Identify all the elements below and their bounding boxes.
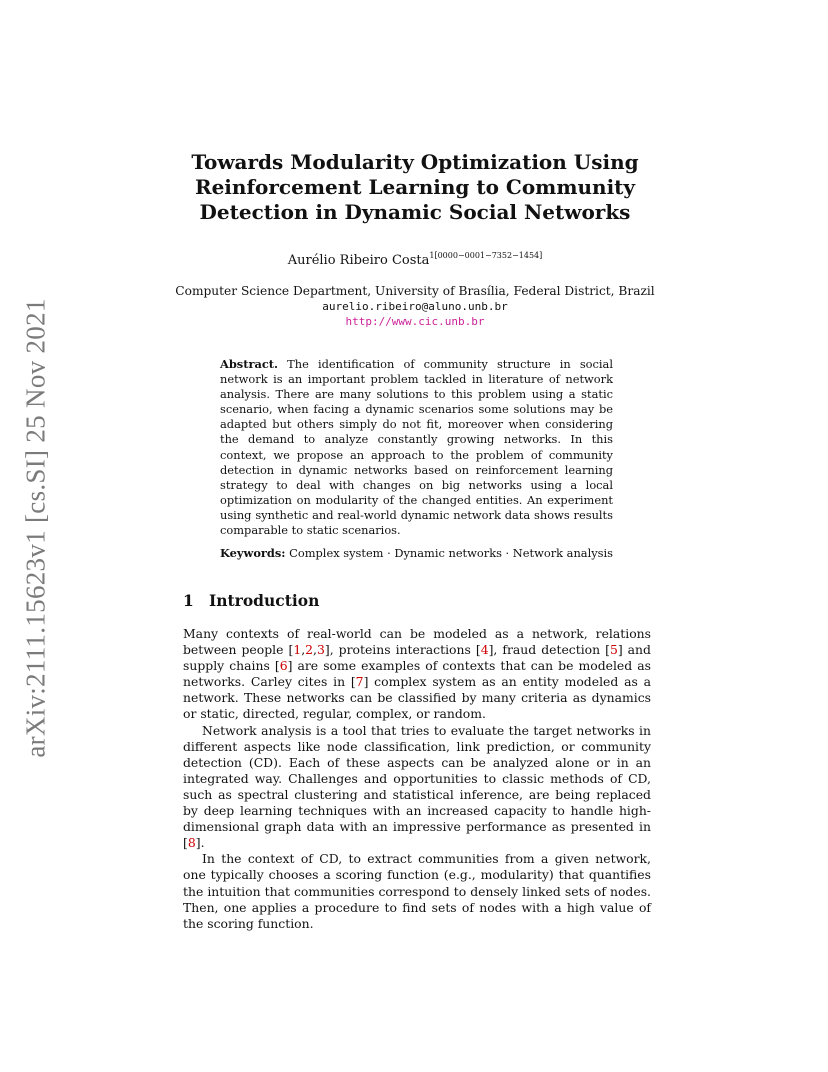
paragraph-1-text: ] complex system as an entity modeled as a network. These networks can be classified by many criteria as dynamics or static, directed, regular, complex, or random. <box>183 674 651 722</box>
section-heading-introduction <box>183 591 319 610</box>
citation-link[interactable]: 6 <box>279 658 288 674</box>
author-orcid: 1[0000−0001−7352−1454] <box>429 251 543 260</box>
paragraph-2-text: Network analysis is a tool that tries to evaluate the target networks in different aspects like node classification, link prediction, or community detection (CD). Each of these aspects can be analyzed alone or in an integrated way. Challenges and opportunities to classic methods of CD, such as spectral clustering and statistical inference, are being replaced by deep learning techniques with an increased capacity to handle high-dimensional graph data with an impressive performance as presented in [ <box>183 722 651 851</box>
keywords-label: Keywords: <box>220 546 286 560</box>
affiliation-department: Computer Science Department, University of Brasília, Federal District, Brazil <box>175 284 655 298</box>
paper-title <box>160 150 670 225</box>
paragraph-1-text: ] and supply chains [ <box>183 642 651 674</box>
citation-link[interactable]: 8 <box>187 835 196 851</box>
paragraph-1-text: ], proteins interactions [ <box>324 642 481 658</box>
citation-link[interactable]: 2 <box>305 642 314 658</box>
abstract-text: The identification of community structure in social network is an important problem tackled in literature of network analysis. There are many solutions to this problem using a static scenario, when facing a dynamic scenarios some solutions may be adapted but others simply do not fit, moreover when considering the demand to analyze constantly growing networks. In this context, we propose an approach to the problem of community detection in dynamic networks based on reinforcement learning strategy to deal with changes on big networks using a local optimization on modularity of the changed entities. An experiment using synthetic and real-world dynamic network data shows results comparable to static scenarios. <box>220 357 613 538</box>
paragraph-1-text: ], fraud detection [ <box>488 642 610 658</box>
introduction-body <box>183 626 651 932</box>
citation-link[interactable]: 4 <box>480 642 489 658</box>
author-name: Aurélio Ribeiro Costa <box>287 253 430 268</box>
paragraph-1 <box>183 626 651 723</box>
title-line-3: Detection in Dynamic Social Networks <box>199 200 631 224</box>
section-title: Introduction <box>209 591 320 610</box>
arxiv-identifier-stamp <box>12 295 60 760</box>
paragraph-2-text: ]. <box>195 835 205 851</box>
section-number: 1 <box>183 591 194 610</box>
abstract-label: Abstract. <box>220 357 279 371</box>
affiliation-block <box>160 284 670 329</box>
title-line-1: Towards Modularity Optimization Using <box>191 150 639 174</box>
citation-link[interactable]: 3 <box>317 642 325 658</box>
author-line <box>160 251 670 268</box>
citation-separator: , <box>313 642 317 658</box>
paragraph-3: In the context of CD, to extract communities from a given network, one typically chooses a scoring function (e.g., modularity) that quantifies the intuition that communities correspond to densely linked sets of nodes. Then, one applies a procedure to find sets of nodes with a high value of the scoring function. <box>183 851 651 931</box>
citation-link[interactable]: 5 <box>609 642 618 658</box>
title-line-2: Reinforcement Learning to Community <box>194 175 636 199</box>
affiliation-url-link[interactable]: http://www.cic.unb.br <box>345 315 485 328</box>
citation-link[interactable]: 1 <box>293 642 302 658</box>
abstract-block <box>220 357 613 538</box>
paragraph-1-text: Many contexts of real-world can be modeled as a network, relations between people [ <box>183 626 651 658</box>
arxiv-identifier-text: arXiv:2111.15623v1 [cs.SI] 25 Nov 2021 <box>20 297 51 758</box>
citation-separator: , <box>301 642 306 658</box>
keywords-block <box>220 546 620 560</box>
paragraph-1-text: ] are some examples of contexts that can be modeled as networks. Carley cites in [ <box>183 658 651 690</box>
keywords-text: Complex system · Dynamic networks · Network analysis <box>289 546 613 560</box>
paragraph-2 <box>183 723 651 852</box>
affiliation-email[interactable]: aurelio.ribeiro@aluno.unb.br <box>322 300 508 313</box>
citation-link[interactable]: 7 <box>355 674 364 690</box>
